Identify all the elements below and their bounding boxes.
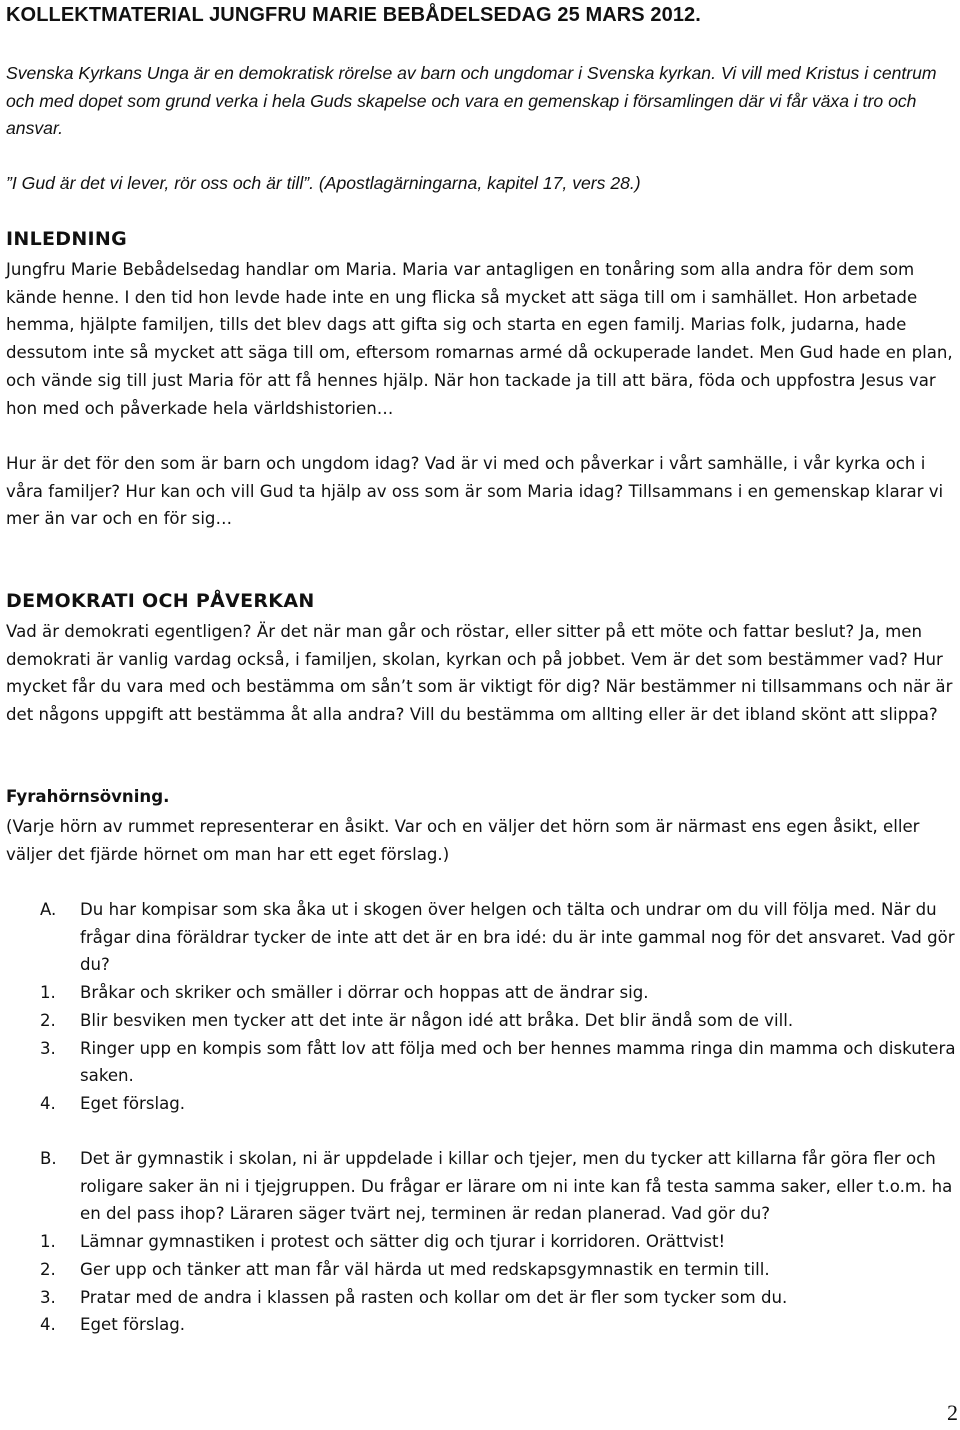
option-text: Lämnar gymnastiken i protest och sätter dig och tjurar i korridoren. Orättvist!: [80, 1232, 726, 1252]
option-marker: 1.: [40, 1232, 56, 1252]
scenario-a-question: [40, 896, 956, 979]
demokrati-heading: DEMOKRATI OCH PÅVERKAN: [6, 590, 315, 612]
demokrati-paragraph: [6, 618, 958, 729]
list-item: [40, 1035, 956, 1090]
scenario-b-question: [40, 1145, 956, 1228]
option-text: Pratar med de andra i klassen på rasten och kollar om det är fler som tycker som du.: [80, 1287, 788, 1307]
option-marker: 4.: [40, 1315, 56, 1335]
list-item: [40, 1090, 956, 1118]
inledning-text-2: Hur är det för den som är barn och ungdom idag? Vad är vi med och påverkar i vårt samhälle, i vår kyrka och i våra familjer? Hur kan och vill Gud ta hjälp av oss som är som Maria idag? Tillsammans i en gemenskap klarar vi mer än var och en för sig…: [6, 454, 944, 529]
inledning-heading: INLEDNING: [6, 228, 127, 250]
demokrati-text: Vad är demokrati egentligen? Är det när man går och röstar, eller sitter på ett möte och fattar beslut? Ja, men demokrati är vanlig vardag också, i familjen, skolan, kyrkan och på jobbet. Vem är det som bestämmer vad? Hur mycket får du vara med och bestämma om sån’t som är viktigt för dig? När bestämmer ni tillsammans och när är det någons uppgift att bestämma åt alla andra? Vill du bestämma om allting eller är det ibland skönt att slippa?: [6, 622, 953, 725]
option-marker: 4.: [40, 1093, 56, 1113]
list-item: [40, 979, 956, 1007]
option-text: Ger upp och tänker att man får väl härda ut med redskapsgymnastik en termin till.: [80, 1259, 770, 1279]
bible-quote: ”I Gud är det vi lever, rör oss och är till”. (Apostlagärningarna, kapitel 17, vers 28.): [6, 172, 641, 193]
scenario-b-text: Det är gymnastik i skolan, ni är uppdelade i killar och tjejer, men du tycker att killarna får göra fler och roligare saker än ni i tjejgruppen. Du frågar er lärare om ni inte kan få testa samma saker, eller t.o.m. ha en del pass ihop? Läraren säger tvärt nej, terminen är redan planerad. Vad gör du?: [80, 1149, 953, 1224]
list-item: [40, 1256, 956, 1284]
list-item: [40, 1311, 956, 1339]
option-marker: 2.: [40, 1259, 56, 1279]
scenario-b-marker: B.: [40, 1149, 57, 1168]
page-number: 2: [947, 1400, 958, 1425]
option-marker: 1.: [40, 983, 56, 1003]
option-text: Ringer upp en kompis som fått lov att följa med och ber hennes mamma ringa din mamma och diskutera saken.: [80, 1038, 956, 1086]
option-text: Eget förslag.: [80, 1315, 186, 1335]
list-item: [40, 1007, 956, 1035]
list-item: [40, 1284, 956, 1312]
intro-section: [6, 60, 956, 197]
scenario-a-text: Du har kompisar som ska åka ut i skogen över helgen och tälta och undrar om du vill följa med. När du frågar dina föräldrar tycker de inte att det är en bra idé: du är inte gammal nog för det ansvaret. Vad gör du?: [80, 900, 955, 975]
scenario-b: [40, 1145, 956, 1339]
option-text: Bråkar och skriker och smäller i dörrar och hoppas att de ändrar sig.: [80, 983, 649, 1003]
option-marker: 3.: [40, 1287, 56, 1307]
scenario-a: [40, 896, 956, 1118]
intro-paragraph: Svenska Kyrkans Unga är en demokratisk rörelse av barn och ungdomar i Svenska kyrkan. Vi vill med Kristus i centrum och med dopet som grund verka i hela Guds skapelse och vara en gemenskap i församlingen där vi får växa i tro och ansvar.: [6, 63, 937, 138]
option-marker: 3.: [40, 1038, 56, 1058]
inledning-paragraph-1: [6, 256, 958, 422]
option-text: Eget förslag.: [80, 1093, 186, 1113]
option-text: Blir besviken men tycker att det inte är någon idé att bråka. Det blir ändå som de vill.: [80, 1010, 794, 1030]
document-title: KOLLEKTMATERIAL JUNGFRU MARIE BEBÅDELSEDAG 25 MARS 2012.: [6, 4, 701, 26]
inledning-paragraph-2: [6, 450, 958, 533]
scenario-a-marker: A.: [40, 900, 57, 919]
list-item: [40, 1228, 956, 1256]
exercise-instructions: [6, 813, 958, 868]
inledning-text-1: Jungfru Marie Bebådelsedag handlar om Maria. Maria var antagligen en tonåring som alla andra för dem som kände henne. I den tid hon levde hade inte en ung flicka så mycket att säga till om i samhället. Hon arbetade hemma, hjälpte familjen, tills det blev dags att gifta sig och starta en egen familj. Marias folk, judarna, hade dessutom inte så mycket att säga till om, eftersom romarnas armé då ockuperade landet. Men Gud hade en plan, och vände sig till just Maria för att få hennes hjälp. När hon tackade ja till att bära, föda och uppfostra Jesus var hon med och påverkade hela världshistorien…: [6, 260, 953, 418]
option-marker: 2.: [40, 1010, 56, 1030]
exercise-instructions-text: (Varje hörn av rummet representerar en åsikt. Var och en väljer det hörn som är närmast ens egen åsikt, eller väljer det fjärde hörnet om man har ett eget förslag.): [6, 817, 920, 864]
exercise-heading: Fyrahörnsövning.: [6, 787, 170, 806]
